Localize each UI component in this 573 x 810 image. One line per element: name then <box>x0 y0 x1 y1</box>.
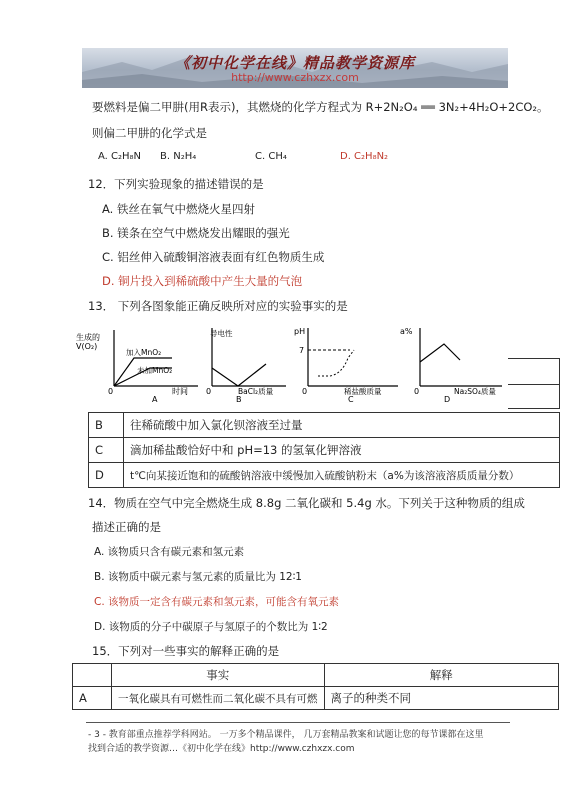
table-row <box>89 413 560 438</box>
graph-d-curve <box>420 344 460 362</box>
q11-option-a: A. C₂H₈N <box>98 151 142 162</box>
graph-a-origin: 0 <box>108 387 114 396</box>
q14-option-c-text: C. 该物质一定含有碳元素和氢元素，可能含有氧元素 <box>94 596 340 608</box>
row-letter: C <box>89 438 124 463</box>
graph-a-xlabel: 时间 <box>172 387 188 396</box>
q12-option-b: B. 镁条在空气中燃烧发出耀眼的强光 <box>102 226 290 240</box>
footer-divider <box>86 722 510 723</box>
header-blank <box>73 664 112 687</box>
row-letter: B <box>89 413 124 438</box>
header-fact: 事实 <box>112 664 325 687</box>
graph-b <box>200 324 290 402</box>
banner-url[interactable]: http://www.czhxzx.com <box>231 71 359 84</box>
table-row <box>73 687 559 710</box>
table-frame-line <box>559 358 560 408</box>
footer-line2: 找到合适的教学资源…《初中化学在线》http://www.czhxzx.com <box>88 744 355 754</box>
graph-a-curve2-label: 未加MnO₂ <box>137 366 173 375</box>
table-row <box>89 438 560 463</box>
q15-table <box>72 663 559 710</box>
footer <box>88 728 508 756</box>
q12-option-a: A. 铁丝在氧气中燃烧火星四射 <box>102 202 255 216</box>
q14-line1: 14．物质在空气中完全燃烧生成 8.8g 二氧化碳和 5.4g 水。下列关于这种物质的组成 <box>88 496 525 510</box>
row-text: t℃向某接近饱和的硫酸钠溶液中缓慢加入硫酸钠粉末（a%为该溶液溶质质量分数） <box>124 463 560 488</box>
graph-b-ylabel: 导电性 <box>210 329 233 338</box>
graph-a-curve1-label: 加入MnO₂ <box>126 348 162 357</box>
graph-a-ylabel2: V(O₂) <box>76 342 98 351</box>
row-text: 往稀硫酸中加入氯化钡溶液至过量 <box>124 413 560 438</box>
graph-d-origin: 0 <box>414 387 420 396</box>
q14-line2: 描述正确的是 <box>92 520 161 534</box>
footer-line1: - 3 - 教育部重点推荐学科网站。 一万多个精品课件， 几万套精品教案和试题让您的每节课都在这里 <box>88 730 484 740</box>
row-explain: 离子的种类不同 <box>324 687 559 710</box>
q11-option-c: C. CH₄ <box>255 151 287 162</box>
graph-d-ylabel: a% <box>400 327 413 336</box>
graph-c-ylabel: pH <box>294 327 306 336</box>
q14-option-c <box>94 594 339 609</box>
graph-a <box>74 324 206 402</box>
graph-c-tick-7: 7 <box>299 346 305 355</box>
graph-b-xlabel: BaCl₂质量 <box>238 387 274 396</box>
graph-c-xlabel: 稀盐酸质量 <box>344 387 382 396</box>
q11-option-b: B. N₂H₄ <box>160 151 197 162</box>
q12-option-c: C. 铝丝伸入硫酸铜溶液表面有红色物质生成 <box>102 250 325 264</box>
graph-d-letter: D <box>444 395 451 402</box>
table-frame-line <box>508 384 560 385</box>
header-explain: 解释 <box>324 664 559 687</box>
banner-title: 《初中化学在线》精品教学资源库 <box>174 54 415 72</box>
graph-b-curve <box>212 364 266 386</box>
graph-a-letter: A <box>152 395 158 402</box>
row-letter: D <box>89 463 124 488</box>
graph-c <box>290 324 405 402</box>
graph-b-letter: B <box>236 395 242 402</box>
table-frame-line <box>508 358 560 359</box>
q14-option-a: A. 该物质只含有碳元素和氢元素 <box>94 546 245 558</box>
q14-option-b: B. 该物质中碳元素与氢元素的质量比为 12∶1 <box>94 571 302 583</box>
graph-c-origin: 0 <box>302 387 308 396</box>
graph-d <box>398 324 508 402</box>
q15-stem: 15．下列对一些事实的解释正确的是 <box>92 644 280 658</box>
header-banner <box>82 48 508 88</box>
table-frame-line <box>508 408 560 409</box>
table-row <box>89 463 560 488</box>
graph-c-letter: C <box>348 395 354 402</box>
graph-d-xlabel: Na₂SO₄质量 <box>454 387 496 396</box>
table-header-row <box>73 664 559 687</box>
graph-a-ylabel1: 生成的 <box>76 333 100 342</box>
q11-option-d: D. C₂H₈N₂ <box>340 151 389 162</box>
q12-option-d: D. 铜片投入到稀硫酸中产生大量的气泡 <box>102 274 303 288</box>
q12-stem: 12．下列实验现象的描述错误的是 <box>88 177 264 191</box>
q11-line2: 则偏二甲肼的化学式是 <box>92 126 207 140</box>
row-letter: A <box>73 687 112 710</box>
row-text: 滴加稀盐酸恰好中和 pH=13 的氢氧化钾溶液 <box>124 438 560 463</box>
row-fact: 一氧化碳具有可燃性而二氧化碳不具有可燃 <box>112 687 325 710</box>
graph-b-origin: 0 <box>206 387 212 396</box>
q13-table <box>88 412 560 488</box>
q14-option-d: D. 该物质的分子中碳原子与氢原子的个数比为 1∶2 <box>94 621 328 633</box>
graph-c-curve <box>318 350 354 376</box>
q13-stem: 13． 下列各图象能正确反映所对应的实验事实的是 <box>88 299 348 313</box>
q11-line1: 要燃料是偏二甲肼(用R表示)，其燃烧的化学方程式为 R+2N₂O₄ ══ 3N₂+4H₂O+2CO₂。 <box>92 100 549 114</box>
